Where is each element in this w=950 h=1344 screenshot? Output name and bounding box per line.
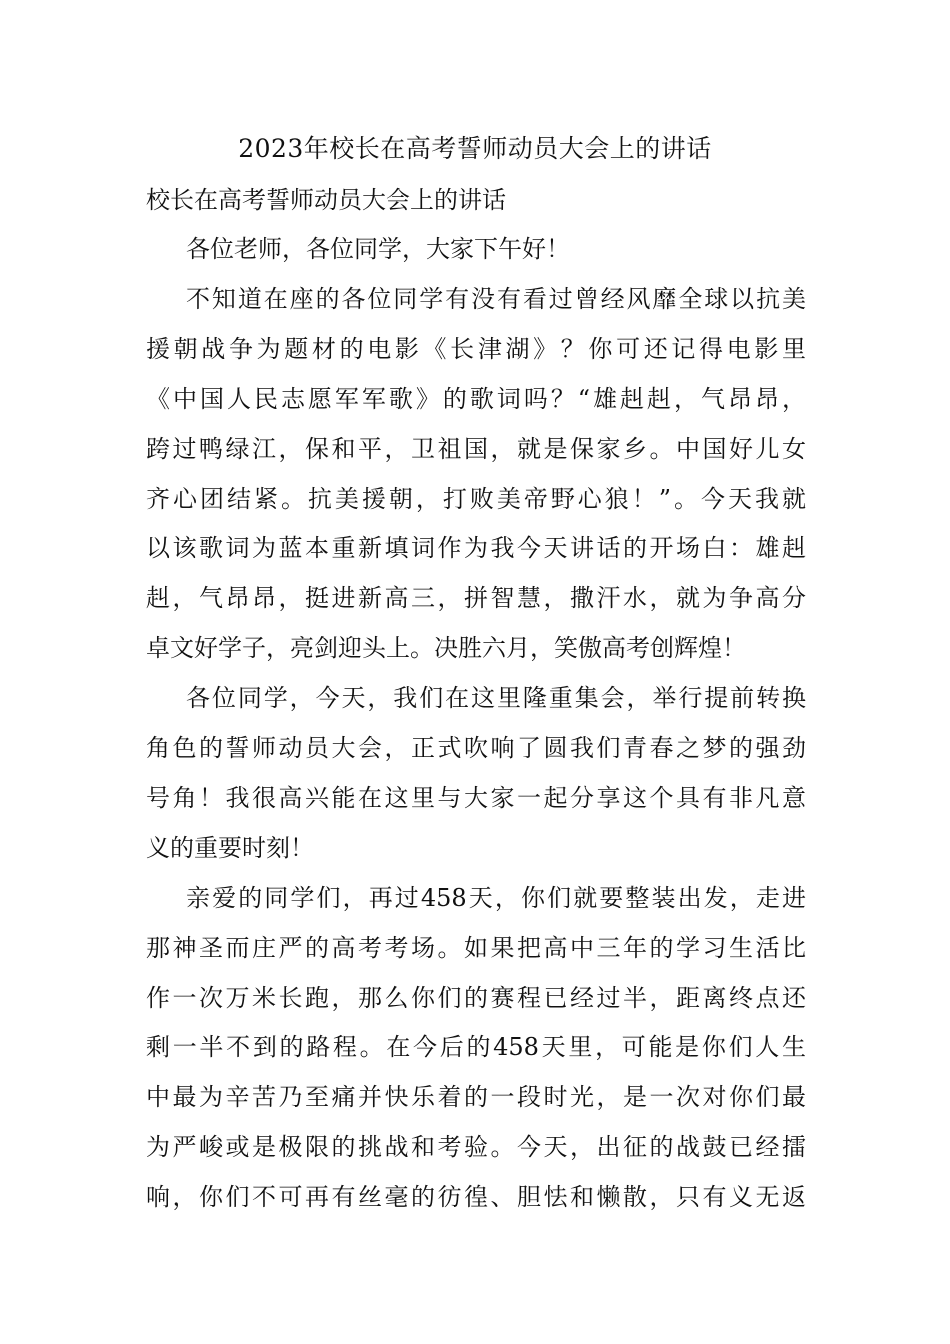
body-line: 作一次万米长跑，那么你们的赛程已经过半，距离终点还	[146, 983, 806, 1012]
body-line: 义的重要时刻！	[146, 833, 314, 862]
body-line: 角色的誓师动员大会，正式吹响了圆我们青春之梦的强劲	[146, 734, 806, 762]
body-line: 齐心团结紧。抗美援朝，打败美帝野心狼！”。今天我就	[146, 484, 806, 513]
body-line: 号角！我很高兴能在这里与大家一起分享这个具有非凡意	[146, 783, 806, 812]
body-line: 那神圣而庄严的高考考场。如果把高中三年的学习生活比	[146, 933, 806, 962]
body-line: 不知道在座的各位同学有没有看过曾经风靡全球以抗美	[186, 284, 806, 313]
body-line: 亲爱的同学们，再过458天，你们就要整装出发，走进	[186, 883, 806, 912]
document-title: 2023年校长在高考誓师动员大会上的讲话	[238, 134, 712, 163]
body-line: 援朝战争为题材的电影《长津湖》？你可还记得电影里	[146, 334, 806, 363]
body-line: 《中国人民志愿军军歌》的歌词吗？“雄赳赳，气昂昂，	[146, 384, 806, 413]
body-line: 中最为辛苦乃至痛并快乐着的一段时光，是一次对你们最	[146, 1083, 806, 1112]
body-line: 以该歌词为蓝本重新填词作为我今天讲话的开场白：雄赳	[146, 534, 806, 563]
body-line: 赳，气昂昂，挺进新高三，拼智慧，撒汗水，就为争高分	[146, 584, 806, 613]
body-line: 卓文好学子，亮剑迎头上。决胜六月，笑傲高考创辉煌！	[146, 634, 746, 663]
body-line: 剩一半不到的路程。在今后的458天里，可能是你们人生	[146, 1033, 806, 1062]
body-line: 各位同学，今天，我们在这里隆重集会，举行提前转换	[186, 684, 806, 713]
document-subtitle: 校长在高考誓师动员大会上的讲话	[146, 186, 506, 214]
body-line: 为严峻或是极限的挑战和考验。今天，出征的战鼓已经擂	[146, 1133, 806, 1162]
body-line: 各位老师，各位同学，大家下午好！	[186, 235, 570, 263]
body-line: 跨过鸭绿江，保和平，卫祖国，就是保家乡。中国好儿女	[146, 434, 806, 463]
body-line: 响，你们不可再有丝毫的彷徨、胆怯和懒散，只有义无返	[146, 1183, 806, 1212]
